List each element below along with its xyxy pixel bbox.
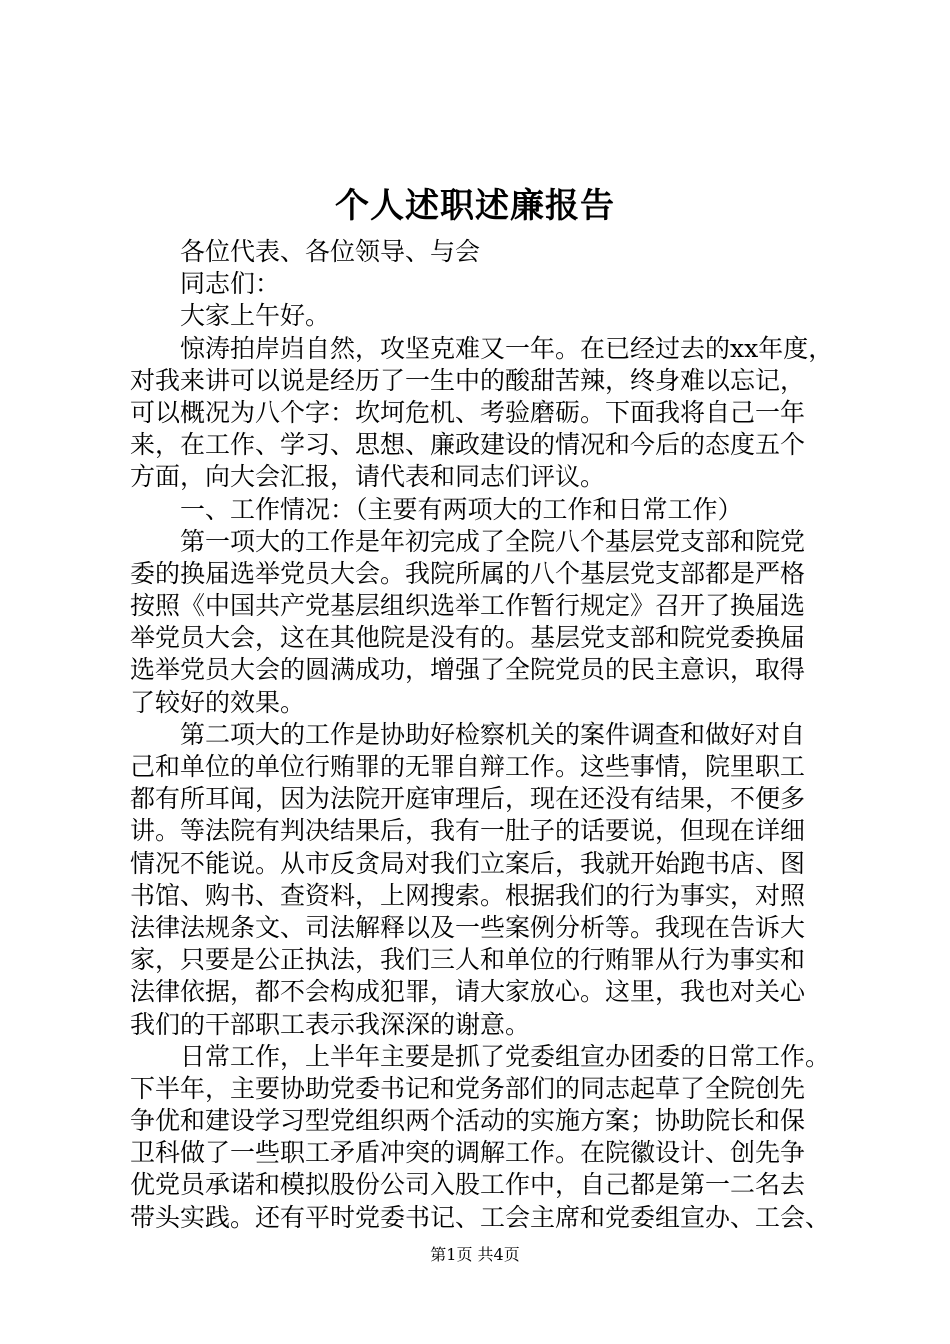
text-line: 家，只要是公正执法，我们三人和单位的行贿罪从行为事实和 xyxy=(130,945,806,975)
text-line: 带头实践。还有平时党委书记、工会主席和党委组宣办、工会、 xyxy=(130,1202,831,1232)
text-line: 了较好的效果。 xyxy=(130,687,306,717)
text-line: 同志们： xyxy=(180,269,281,299)
text-line: 法律依据，都不会构成犯罪，请大家放心。这里，我也对关心 xyxy=(130,977,806,1007)
text-line: 来，在工作、学习、思想、廉政建设的情况和今后的态度五个 xyxy=(130,430,806,460)
text-line: 下半年，主要协助党委书记和党务部们的同志起草了全院创先 xyxy=(130,1073,806,1103)
text-line: 争优和建设学习型党组织两个活动的实施方案；协助院长和保 xyxy=(130,1106,806,1136)
text-line: 按照《中国共产党基层组织选举工作暂行规定》召开了换届选 xyxy=(130,591,806,621)
text-line: 各位代表、各位领导、与会 xyxy=(180,237,481,266)
text-line: 一、工作情况：（主要有两项大的工作和日常工作） xyxy=(180,494,743,524)
document-title: 个人述职述廉报告 xyxy=(335,186,615,226)
text-line: 举党员大会，这在其他院是没有的。基层党支部和院党委换届 xyxy=(130,623,806,653)
text-line: 可以概况为八个字：坎坷危机、考验磨砺。下面我将自己一年 xyxy=(130,397,806,427)
text-line: 对我来讲可以说是经历了一生中的酸甜苦辣，终身难以忘记， xyxy=(130,365,806,395)
text-line: 己和单位的单位行贿罪的无罪自辩工作。这些事情，院里职工 xyxy=(130,752,806,781)
text-line: 卫科做了一些职工矛盾冲突的调解工作。在院徽设计、创先争 xyxy=(130,1138,806,1168)
text-line: 都有所耳闻，因为法院开庭审理后，现在还没有结果，不便多 xyxy=(130,784,806,814)
text-line: 方面，向大会汇报，请代表和同志们评议。 xyxy=(130,462,606,492)
text-line: 第一项大的工作是年初完成了全院八个基层党支部和院党 xyxy=(180,526,806,556)
text-line: 惊涛拍岸岿自然，攻坚克难又一年。在已经过去的xx年度， xyxy=(180,333,834,363)
text-line: 第二项大的工作是协助好检察机关的案件调查和做好对自 xyxy=(180,719,806,749)
text-line: 委的换届选举党员大会。我院所属的八个基层党支部都是严格 xyxy=(130,558,806,588)
text-line: 法律法规条文、司法解释以及一些案例分析等。我现在告诉大 xyxy=(130,912,806,942)
text-line: 我们的干部职工表示我深深的谢意。 xyxy=(130,1009,531,1039)
text-line: 情况不能说。从市反贪局对我们立案后，我就开始跑书店、图 xyxy=(130,848,806,878)
text-line: 日常工作，上半年主要是抓了党委组宣办团委的日常工作。 xyxy=(180,1041,831,1071)
text-line: 大家上午好。 xyxy=(180,301,331,331)
document-body xyxy=(130,236,846,1234)
text-line: 优党员承诺和模拟股份公司入股工作中，自己都是第一二名去 xyxy=(130,1170,806,1200)
page-footer: 第1页 共4页 xyxy=(430,1245,520,1264)
text-line: 讲。等法院有判决结果后，我有一肚子的话要说，但现在详细 xyxy=(130,816,806,846)
text-line: 书馆、购书、查资料，上网搜索。根据我们的行为事实，对照 xyxy=(130,880,806,910)
text-line: 选举党员大会的圆满成功，增强了全院党员的民主意识，取得 xyxy=(130,655,806,685)
